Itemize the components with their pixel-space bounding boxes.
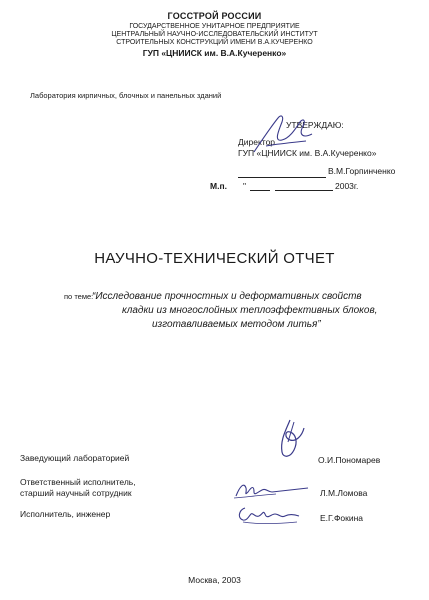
head-of-lab-role: Заведующий лабораторией (20, 453, 130, 463)
date-year: 2003г. (335, 181, 359, 191)
responsible-executor-name: Л.М.Ломова (320, 488, 368, 498)
date-day-line (250, 190, 270, 191)
topic-line-2: кладки из многослойных теплоэффективных блоков, (122, 305, 378, 316)
approval-signature-line (238, 177, 326, 178)
head-of-lab-signature (270, 418, 310, 460)
approval-position: Директор (238, 137, 276, 147)
executor-name: Е.Г.Фокина (320, 513, 364, 523)
stamp-label: М.п. (210, 181, 227, 191)
report-title: НАУЧНО-ТЕХНИЧЕСКИЙ ОТЧЕТ (94, 250, 335, 267)
header-short-name: ГУП «ЦНИИСК им. В.А.Кучеренко» (142, 48, 287, 58)
approval-director-name: В.М.Горпинченко (328, 166, 396, 176)
header-enterprise-type: ГОСУДАРСТВЕННОЕ УНИТАРНОЕ ПРЕДПРИЯТИЕ (129, 23, 300, 30)
city-year: Москва, 2003 (188, 575, 241, 585)
approval-title: УТВЕРЖДАЮ: (286, 120, 344, 130)
head-of-lab-name: О.И.Пономарев (318, 455, 381, 465)
executor-role: Исполнитель, инженер (20, 509, 111, 519)
date-month-line (275, 190, 333, 191)
responsible-executor-signature (232, 478, 312, 502)
header-institute-name: СТРОИТЕЛЬНЫХ КОНСТРУКЦИЙ ИМЕНИ В.А.КУЧЕРЕНКО (116, 39, 313, 46)
approval-organization: ГУП «ЦНИИСК им. В.А.Кучеренко» (238, 148, 377, 158)
topic-line-3: изготавливаемых методом литья” (152, 319, 321, 330)
executor-signature (235, 502, 305, 528)
responsible-executor-role-line1: Ответственный исполнитель, (20, 477, 136, 487)
director-signature (248, 110, 318, 160)
responsible-executor-role-line2: старший научный сотрудник (20, 488, 132, 498)
report-topic (90, 290, 405, 332)
laboratory-name: Лаборатория кирпичных, блочных и панельных зданий (30, 91, 222, 100)
header-agency: ГОССТРОЙ РОССИИ (167, 11, 262, 21)
header-institute: ЦЕНТРАЛЬНЫЙ НАУЧНО-ИССЛЕДОВАТЕЛЬСКИЙ ИНСТИТУТ (111, 31, 318, 38)
topic-line-1: “Исследование прочностных и деформативных свойств (92, 291, 362, 302)
date-quote: " (243, 181, 247, 191)
topic-label: по теме: (64, 292, 94, 301)
